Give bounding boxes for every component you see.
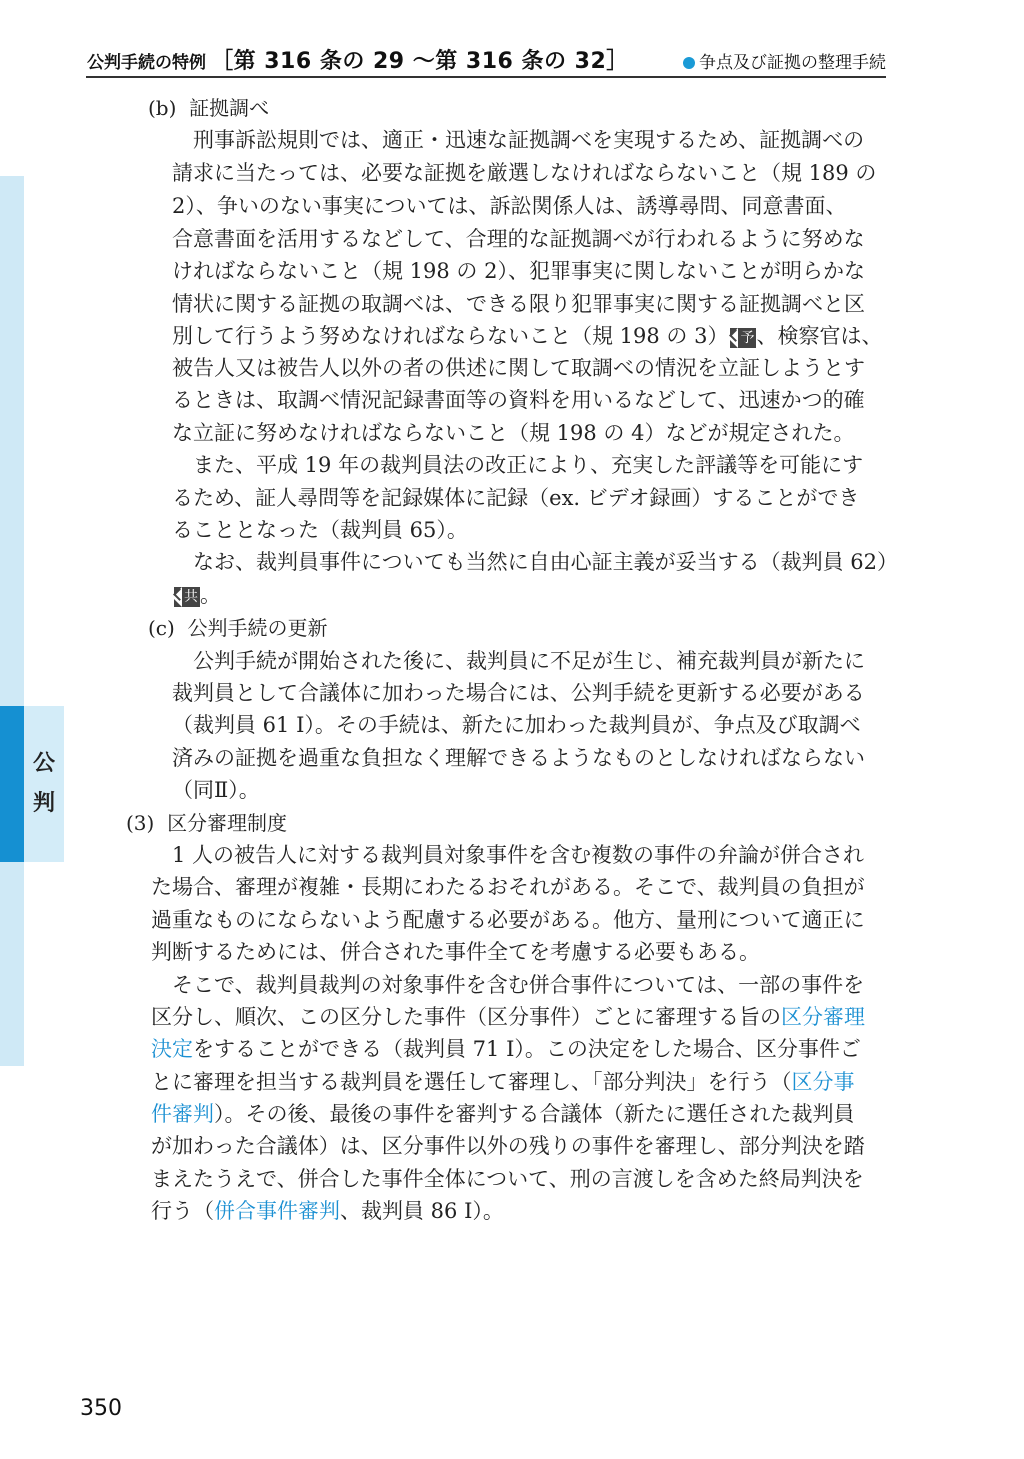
paragraph-line: 請求に当たっては、必要な証拠を厳選しなければならないこと（規 189 の	[172, 161, 877, 185]
paragraph-line: （裁判員 61 Ⅰ）。その手続は、新たに加わった裁判員が、争点及び取調べ	[172, 713, 861, 737]
paragraph-line: また、平成 19 年の裁判員法の改正により、充実した評議等を可能にす	[193, 453, 864, 477]
edge-tab-strip	[0, 176, 24, 1066]
paragraph-line: 情状に関する証拠の取調べは、できる限り犯罪事実に関する証拠調べと区	[172, 292, 865, 316]
line-text: 、検察官は、	[756, 324, 883, 348]
paragraph-line: 公判手続が開始された後に、裁判員に不足が生じ、補充裁判員が新たに	[193, 649, 865, 673]
section-title: 区分審理制度	[167, 811, 288, 835]
paragraph-line: るときは、取調べ情況記録書面等の資料を用いるなどして、迅速かつ的確	[172, 388, 865, 412]
paragraph-line: な立証に努めなければならないこと（規 198 の 4）などが規定された。	[172, 421, 855, 445]
paragraph-line: 済みの証拠を過重な負担なく理解できるようなものとしなければならない	[172, 746, 865, 770]
reference-mark-icon: 共	[174, 587, 200, 607]
paragraph-line	[151, 1098, 855, 1128]
paragraph-line: た場合、審理が複雑・長期にわたるおそれがある。そこで、裁判員の負担が	[151, 875, 865, 899]
section-title: 証拠調べ	[189, 96, 270, 120]
paragraph-line: まえたうえで、併合した事件全体について、刑の言渡しを含めた終局判決を	[151, 1167, 864, 1191]
paragraph-line: そこで、裁判員裁判の対象事件を含む併合事件については、一部の事件を	[172, 973, 865, 997]
line-text: ）。その後、最後の事件を審判する合議体（新たに選任された裁判員	[214, 1102, 855, 1126]
side-tab-marker	[0, 706, 24, 862]
line-text: とに審理を担当する裁判員を選任して審理し、「部分判決」を行う（	[151, 1070, 792, 1094]
line-text: 区分し、順次、この区分した事件（区分事件）ごとに審理する旨の	[151, 1005, 781, 1029]
header-rule	[86, 76, 886, 78]
side-tab-char: 公	[32, 751, 55, 776]
paragraph-line: 合意書面を活用するなどして、合理的な証拠調べが行われるように努めな	[172, 227, 865, 251]
paragraph-line: なお、裁判員事件についても当然に自由心証主義が妥当する（裁判員 62）	[193, 550, 898, 574]
header-section-title: 争点及び証拠の整理手続	[699, 53, 886, 73]
line-text: をすることができる（裁判員 71 Ⅰ）。この決定をした場合、区分事件ご	[193, 1037, 861, 1061]
line-text: 。	[200, 583, 221, 607]
page-number: 350	[80, 1396, 122, 1421]
paragraph-line: ければならないこと（規 198 の 2）、犯罪事実に関しないことが明らかな	[172, 259, 865, 283]
section-title: 公判手続の更新	[187, 616, 328, 640]
paragraph-line	[151, 1066, 855, 1096]
line-text: 、裁判員 86 Ⅰ）。	[340, 1199, 504, 1223]
paragraph-line: 2）、争いのない事実については、訴訟関係人は、誘導尋問、同意書面、	[172, 194, 847, 218]
section-label: (b)	[148, 96, 177, 120]
side-tab-char: 判	[32, 791, 55, 816]
paragraph-line: 判断するためには、併合された事件全てを考慮する必要もある。	[151, 940, 760, 964]
header-chapter	[87, 44, 629, 75]
header-section	[683, 48, 886, 73]
key-term: 区分審理	[781, 1005, 865, 1029]
paragraph-line: 裁判員として合議体に加わった場合には、公判手続を更新する必要がある	[172, 681, 865, 705]
paragraph-line: （同Ⅱ）。	[172, 778, 260, 802]
paragraph-line	[172, 320, 882, 350]
paragraph-line: 刑事訴訟規則では、適正・迅速な証拠調べを実現するため、証拠調べの	[193, 128, 865, 152]
key-term: 区分事	[791, 1070, 855, 1094]
paragraph-line: 過重なものにならないよう配慮する必要がある。他方、量刑について適正に	[151, 908, 865, 932]
bullet-dot-icon	[683, 57, 695, 69]
key-term: 決定	[151, 1037, 193, 1061]
paragraph-line: 被告人又は被告人以外の者の供述に関して取調べの情況を立証しようとす	[172, 356, 865, 380]
paragraph-line: ることとなった（裁判員 65）。	[172, 518, 468, 542]
side-tab-label	[24, 706, 64, 862]
section-heading-c	[148, 612, 328, 641]
paragraph-line: が加わった合議体）は、区分事件以外の残りの事件を審理し、部分判決を踏	[151, 1134, 865, 1158]
section-heading-b	[148, 92, 269, 121]
paragraph-line	[172, 579, 221, 609]
paragraph-line	[151, 1001, 865, 1031]
section-label: (c)	[148, 616, 175, 640]
key-term: 併合事件審判	[214, 1199, 340, 1223]
paragraph-line: 1 人の被告人に対する裁判員対象事件を含む複数の事件の弁論が併合され	[172, 843, 865, 867]
key-term: 件審判	[151, 1102, 214, 1126]
paragraph-line	[151, 1195, 504, 1225]
line-text: 行う（	[151, 1199, 214, 1223]
section-label: (3)	[126, 811, 155, 835]
line-text: 別して行うよう努めなければならないこと（規 198 の 3）	[172, 324, 729, 348]
paragraph-line	[151, 1033, 861, 1063]
header-part-title: 公判手続の特例	[87, 53, 206, 73]
header-article-range: ［第 316 条の 29 ～第 316 条の 32］	[211, 49, 629, 74]
reference-mark-icon: 予	[730, 328, 756, 348]
side-index-tab	[0, 706, 64, 862]
section-heading-3	[126, 807, 287, 836]
paragraph-line: るため、証人尋問等を記録媒体に記録（ex. ビデオ録画）することができ	[172, 486, 860, 510]
